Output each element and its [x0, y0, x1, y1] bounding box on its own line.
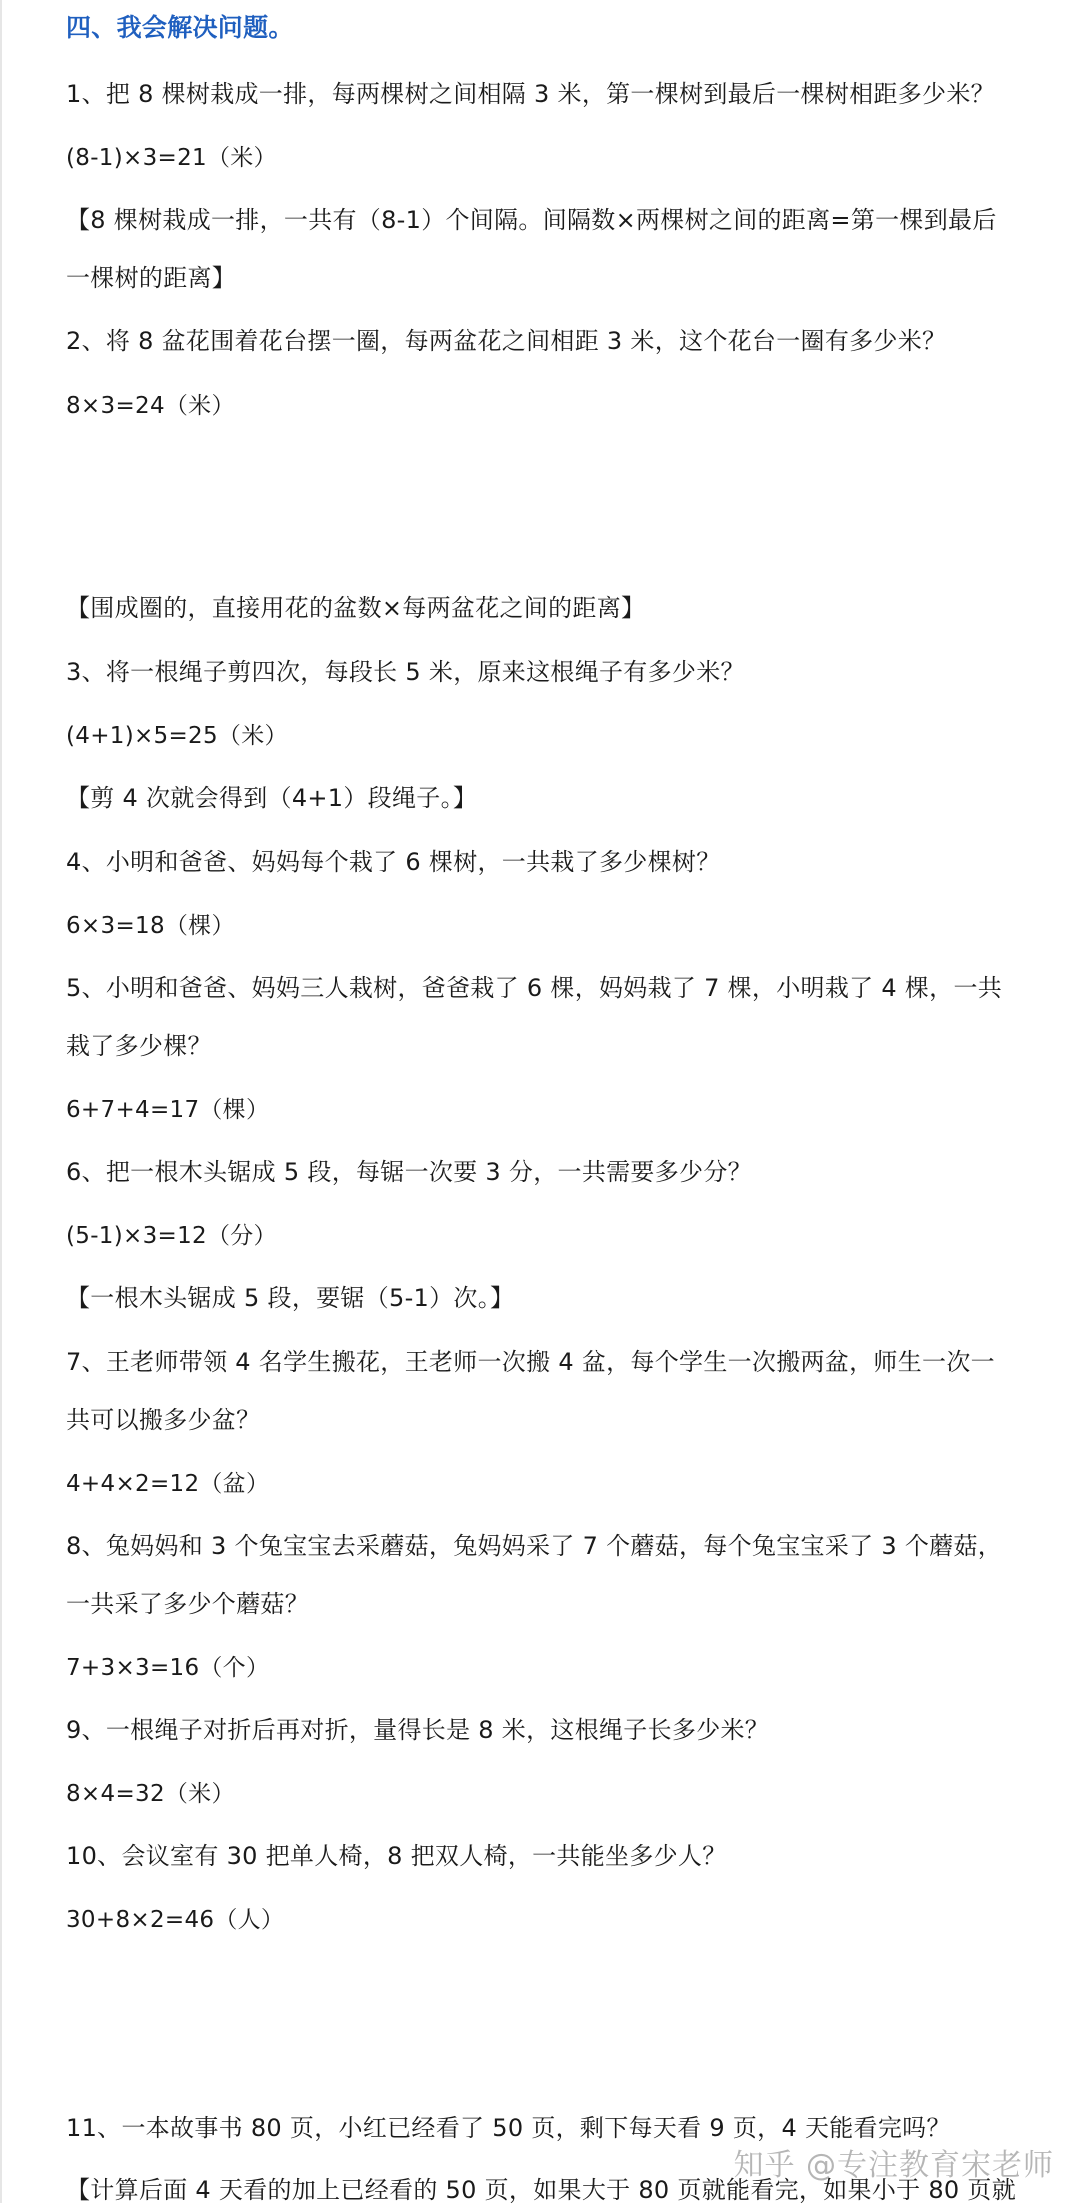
note-1-line-2: 一棵树的距离】	[66, 264, 237, 292]
question-8-line-2: 一共采了多少个蘑菇？	[66, 1590, 309, 1618]
answer-5: 6+7+4=17（棵）	[66, 1097, 270, 1123]
answer-1: (8-1)×3=21（米）	[66, 145, 277, 171]
answer-2: 8×3=24（米）	[66, 393, 235, 419]
question-6: 6、把一根木头锯成 5 段，每锯一次要 3 分，一共需要多少分？	[66, 1158, 752, 1186]
answer-3: (4+1)×5=25（米）	[66, 723, 288, 749]
question-9: 9、一根绳子对折后再对折，量得长是 8 米，这根绳子长多少米？	[66, 1716, 770, 1744]
note-6: 【一根木头锯成 5 段，要锯（5-1）次。】	[66, 1284, 515, 1312]
watermark: 知乎 @专注教育宋老师	[733, 2148, 1054, 2183]
answer-9: 8×4=32（米）	[66, 1781, 235, 1807]
answer-4: 6×3=18（棵）	[66, 913, 235, 939]
page-left-border	[0, 0, 2, 2203]
question-7-line-1: 7、王老师带领 4 名学生搬花，王老师一次搬 4 盆，每个学生一次搬两盆，师生一次一	[66, 1348, 995, 1376]
question-5-line-1: 5、小明和爸爸、妈妈三人栽树，爸爸栽了 6 棵，妈妈栽了 7 棵，小明栽了 4 棵，一共	[66, 974, 1003, 1002]
question-4: 4、小明和爸爸、妈妈每个栽了 6 棵树，一共栽了多少棵树？	[66, 848, 721, 876]
section-title: 四、我会解决问题。	[66, 13, 294, 42]
question-8-line-1: 8、兔妈妈和 3 个兔宝宝去采蘑菇，兔妈妈采了 7 个蘑菇，每个兔宝宝采了 3 个蘑菇，	[66, 1532, 1003, 1560]
note-1-line-1: 【8 棵树栽成一排，一共有（8-1）个间隔。间隔数×两棵树之间的距离=第一棵到最后	[66, 206, 997, 234]
question-10: 10、会议室有 30 把单人椅，8 把双人椅，一共能坐多少人？	[66, 1842, 727, 1870]
question-2: 2、将 8 盆花围着花台摆一圈，每两盆花之间相距 3 米，这个花台一圈有多少米？	[66, 327, 947, 355]
question-3: 3、将一根绳子剪四次，每段长 5 米，原来这根绳子有多少米？	[66, 658, 745, 686]
answer-8: 7+3×3=16（个）	[66, 1655, 270, 1681]
answer-7: 4+4×2=12（盆）	[66, 1471, 270, 1497]
note-3: 【剪 4 次就会得到（4+1）段绳子。】	[66, 784, 478, 812]
answer-10: 30+8×2=46（人）	[66, 1907, 285, 1933]
note-11-partial: 【计算后面 4 天看的加上已经看的 50 页，如果大于 80 页就能看完，如果小于 80 页就	[66, 2176, 1017, 2204]
note-2: 【围成圈的，直接用花的盆数×每两盆花之间的距离】	[66, 594, 646, 622]
question-1: 1、把 8 棵树栽成一排，每两棵树之间相隔 3 米，第一棵树到最后一棵树相距多少米？	[66, 80, 995, 108]
question-5-line-2: 栽了多少棵？	[66, 1032, 212, 1060]
question-7-line-2: 共可以搬多少盆？	[66, 1406, 261, 1434]
question-11: 11、一本故事书 80 页，小红已经看了 50 页，剩下每天看 9 页，4 天能看完吗？	[66, 2114, 951, 2142]
answer-6: (5-1)×3=12（分）	[66, 1223, 277, 1249]
